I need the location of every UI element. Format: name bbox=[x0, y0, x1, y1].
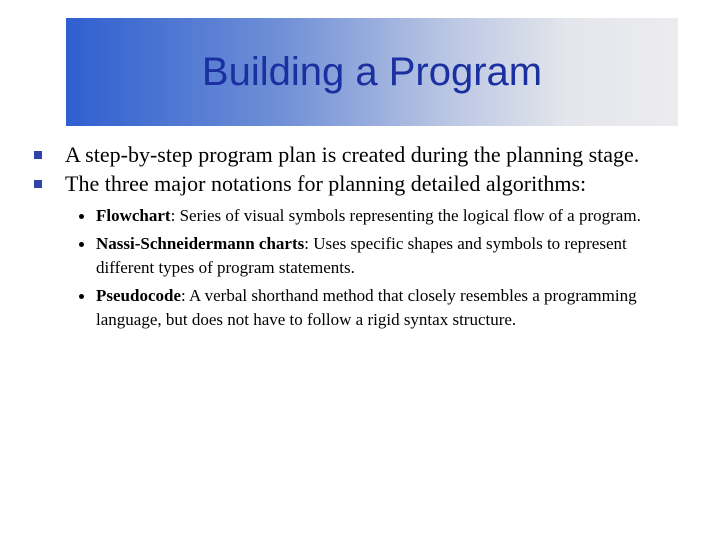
bullet-list bbox=[34, 140, 694, 336]
title-banner bbox=[66, 18, 678, 126]
dot-bullet-icon bbox=[79, 214, 84, 219]
sub-bullet-text: : A verbal shorthand method that closely resembles a programming language, but does not have to follow a rigid syntax structure. bbox=[96, 286, 637, 329]
sub-bullet-text: : Series of visual symbols representing the logical flow of a program. bbox=[170, 206, 641, 225]
square-bullet-icon bbox=[34, 151, 42, 159]
slide-title: Building a Program bbox=[201, 50, 543, 94]
bullet-item bbox=[34, 140, 694, 169]
sub-bullet-term: Flowchart bbox=[96, 206, 171, 225]
bullet-text: The three major notations for planning detailed algorithms: bbox=[65, 171, 587, 196]
sub-bullet-list bbox=[79, 204, 689, 332]
bullet-item bbox=[34, 169, 694, 198]
sub-bullet-term: Nassi-Schneidermann charts bbox=[96, 234, 305, 253]
sub-bullet-term: Pseudocode bbox=[96, 286, 181, 305]
dot-bullet-icon bbox=[79, 242, 84, 247]
bullet-text: A step-by-step program plan is created during the planning stage. bbox=[65, 142, 640, 167]
square-bullet-icon bbox=[34, 180, 42, 188]
sub-bullet-item-nassi-schneidermann bbox=[79, 232, 689, 280]
dot-bullet-icon bbox=[79, 294, 84, 299]
sub-bullet-text: : Uses specific shapes and symbols to represent different types of program statements. bbox=[96, 234, 627, 277]
sub-bullet-item-flowchart bbox=[79, 204, 689, 228]
sub-bullet-item-pseudocode bbox=[79, 284, 689, 332]
